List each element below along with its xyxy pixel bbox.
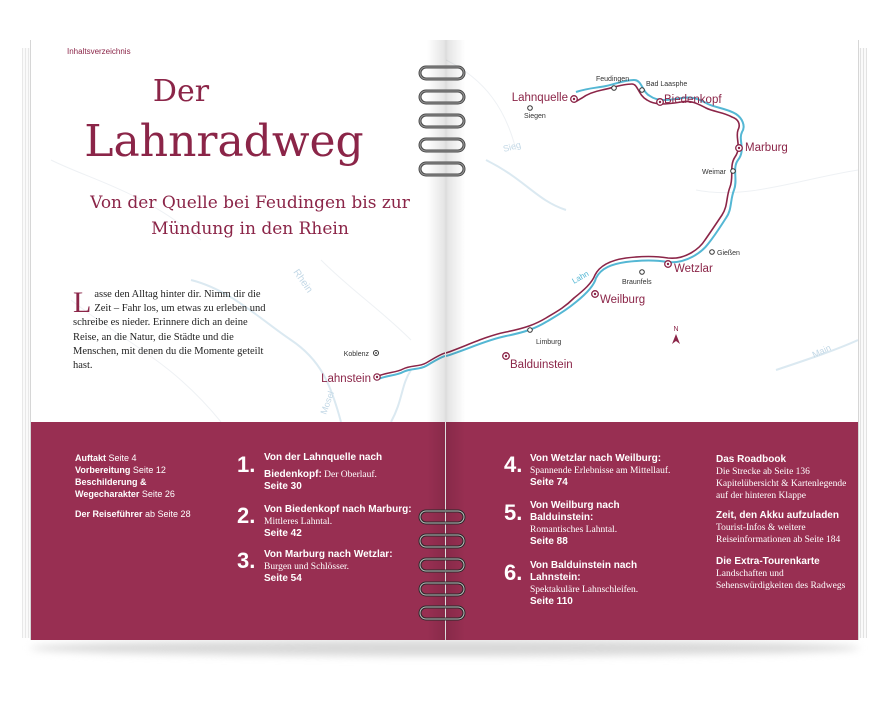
spiral-ring-icon xyxy=(418,136,466,154)
toc-item-wegecharakter[interactable]: Wegecharakter Seite 26 xyxy=(75,489,175,499)
chapter-2-number: 2. xyxy=(237,503,256,528)
spiral-ring-icon xyxy=(418,532,466,550)
place-feudingen: Feudingen xyxy=(596,76,630,83)
place-limburg: Limburg xyxy=(536,339,562,346)
spiral-ring-icon xyxy=(418,112,466,130)
stop-marburg: Marburg xyxy=(745,142,788,154)
toc-item-auftakt[interactable]: Auftakt Seite 4 xyxy=(75,453,137,463)
spiral-binding xyxy=(22,40,867,640)
rhein-label: Rhein xyxy=(290,267,315,296)
north-label: N xyxy=(673,326,679,333)
chapter-6[interactable]: Von Balduinstein nach Lahnstein: Spektakuläre Lahnschleifen. Seite 110 xyxy=(530,560,639,607)
chapter-2[interactable]: Von Biedenkopf nach Marburg: Mittleres Lahntal. Seite 42 xyxy=(264,504,412,539)
place-koblenz: Koblenz xyxy=(343,351,369,358)
chapter-4[interactable]: Von Wetzlar nach Weilburg: Spannende Erlebnisse am Mittellauf. Seite 74 xyxy=(530,453,671,488)
chapter-1-number: 1. xyxy=(237,452,256,477)
mosel-label: Mosel xyxy=(318,389,337,416)
section-header: Inhaltsverzeichnis xyxy=(67,47,131,56)
drop-cap: L xyxy=(73,286,92,319)
spiral-ring-icon xyxy=(418,556,466,574)
intro-text: asse den Alltag hinter dir. Nimm dir die Zeit – Fahr los, um etwas zu erleben und schreibe es nieder. Erinnere dich an deine Reise, an die Natur, die Städte und die Menschen, mit denen du die Momente geteilt hast. xyxy=(73,289,266,372)
spiral-ring-icon xyxy=(418,604,466,622)
sieg-label: Sieg xyxy=(501,139,522,154)
place-giessen: Gießen xyxy=(717,250,740,257)
spiral-ring-icon xyxy=(418,160,466,178)
place-siegen: Siegen xyxy=(524,113,546,120)
extra-tourenkarte[interactable]: Die Extra-Tourenkarte Landschaften und Sehenswürdigkeiten des Radwegs xyxy=(716,556,846,591)
chapter-3[interactable]: Von Marburg nach Wetzlar: Burgen und Schlösser. Seite 54 xyxy=(264,549,393,584)
toc-item-beschilderung[interactable]: Beschilderung & xyxy=(75,477,147,487)
page-title: Lahnradweg xyxy=(84,116,364,167)
toc-item-vorbereitung[interactable]: Vorbereitung Seite 12 xyxy=(75,465,166,475)
stop-lahnquelle: Lahnquelle xyxy=(511,92,568,104)
subtitle-line-1: Von der Quelle bei Feudingen bis zur xyxy=(90,193,410,213)
stop-balduinstein: Balduinstein xyxy=(510,359,573,371)
spiral-ring-icon xyxy=(418,508,466,526)
spiral-ring-icon xyxy=(418,64,466,82)
stop-weilburg: Weilburg xyxy=(600,294,646,306)
stop-lahnstein: Lahnstein xyxy=(321,373,371,385)
chapter-3-number: 3. xyxy=(237,548,256,573)
subtitle-line-2: Mündung in den Rhein xyxy=(151,219,349,239)
spiral-ring-icon xyxy=(418,88,466,106)
lahn-label: Lahn xyxy=(570,269,591,286)
place-bad-laasphe: Bad Laasphe xyxy=(646,81,688,88)
stop-wetzlar: Wetzlar xyxy=(674,263,713,275)
place-weimar: Weimar xyxy=(702,169,726,176)
chapter-1[interactable]: Von der Lahnquelle nach Biedenkopf: Der Oberlauf. Seite 30 xyxy=(264,452,383,492)
chapter-5[interactable]: Von Weilburg nach Balduinstein: Romantisches Lahntal. Seite 88 xyxy=(530,500,620,547)
toc-item-reisefuehrer[interactable]: Der Reiseführer ab Seite 28 xyxy=(75,509,191,519)
extra-akku[interactable]: Zeit, den Akku aufzuladen Tourist-Infos & weitere Reiseinformationen ab Seite 184 xyxy=(716,510,841,545)
extra-roadbook[interactable]: Das Roadbook Die Strecke ab Seite 136 Kapitelübersicht & Kartenlegende auf der hinteren Klappe xyxy=(716,454,847,501)
chapter-5-number: 5. xyxy=(504,500,523,525)
spiral-ring-icon xyxy=(418,580,466,598)
open-book xyxy=(22,40,867,645)
title-line-1: Der xyxy=(152,74,210,109)
main-label: Main xyxy=(810,342,833,360)
chapter-4-number: 4. xyxy=(504,452,523,477)
place-braunfels: Braunfels xyxy=(622,279,652,286)
chapter-6-number: 6. xyxy=(504,560,523,585)
stop-biedenkopf: Biedenkopf xyxy=(664,94,722,106)
